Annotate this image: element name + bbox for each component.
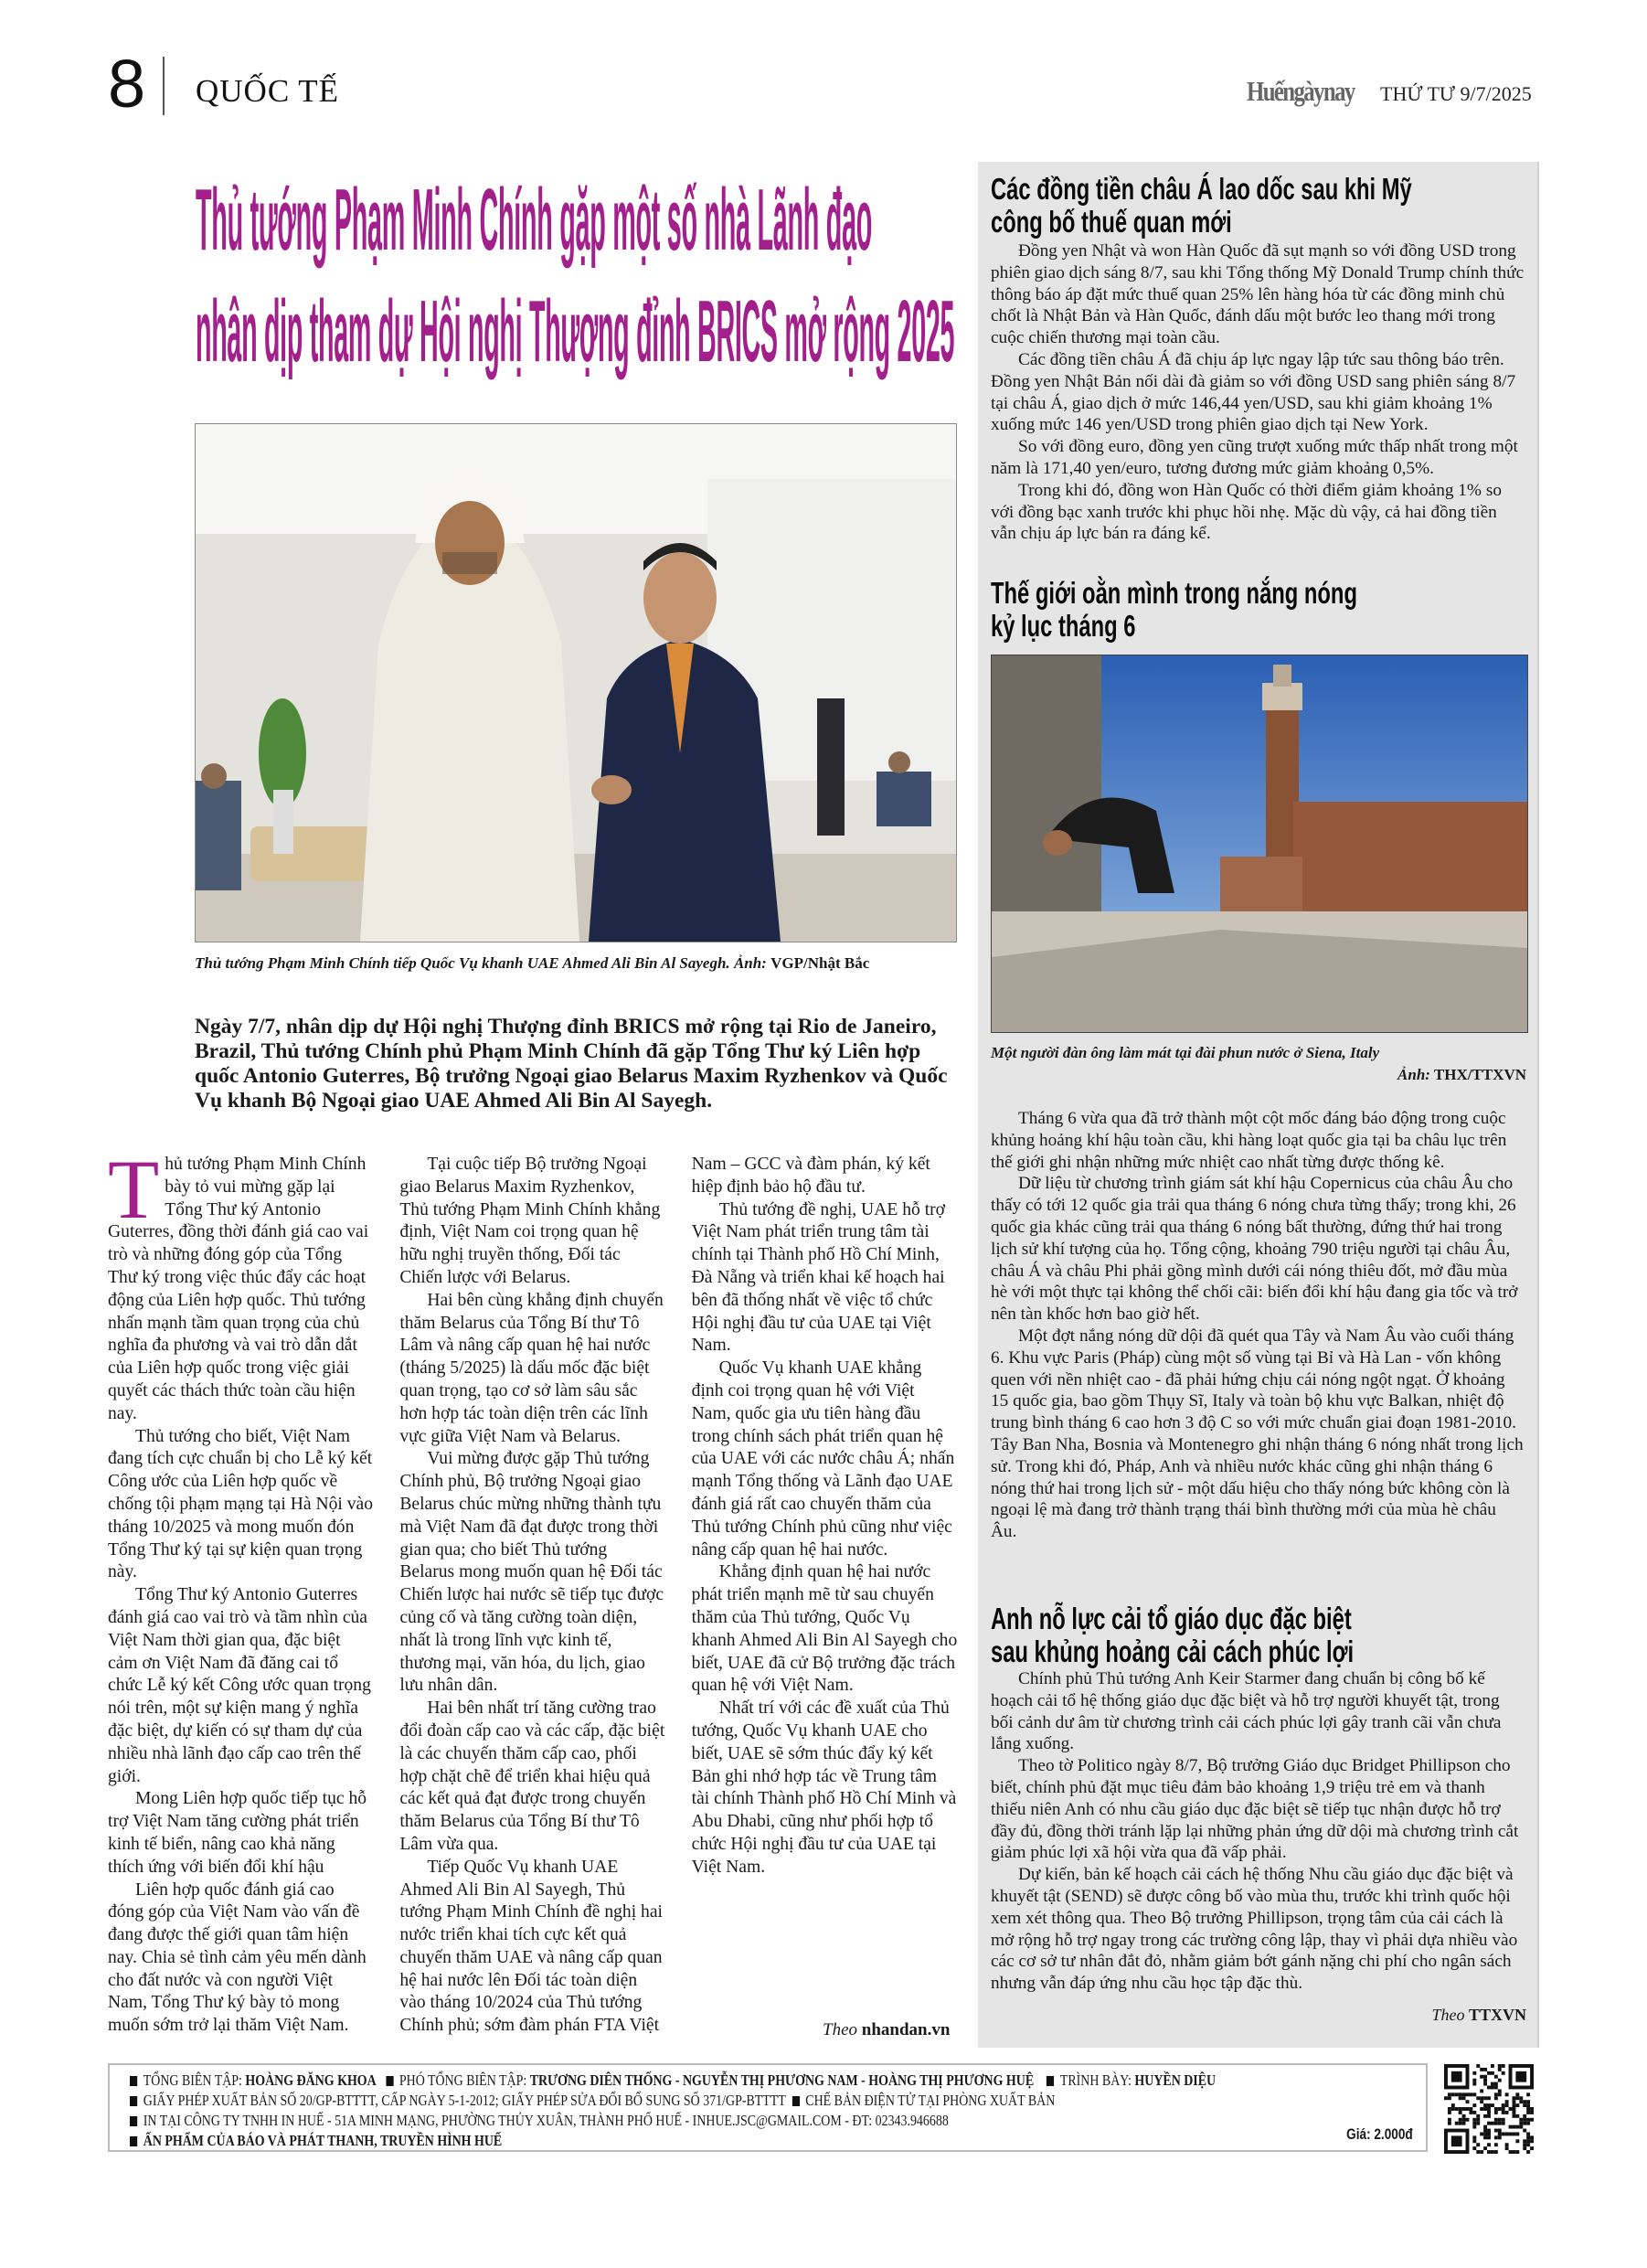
paragraph: Khẳng định quan hệ hai nước phát triển mạnh mẽ từ sau chuyến thăm của Thủ tướng, Quốc Vụ khanh Ahmed Ali Bin Al Sayegh cho biết, UAE đã cử Bộ trưởng đặc trách quan hệ với Việt Nam. [691, 1562, 958, 1696]
paragraph: Tổng Thư ký Antonio Guterres đánh giá cao vai trò và tầm nhìn của Việt Nam thời gian qua, đặc biệt cảm ơn Việt Nam đã đăng cai tổ chức Lễ ký kết Công ước quan trọng nói trên, một sự kiện mang ý nghĩa đặc biệt, dự kiến có sự tham dự của nhiều nhà lãnh đạo cấp cao trên thế giới. [108, 1585, 371, 1786]
heatwave-photo-credit [1397, 1066, 1526, 1084]
headline-line: công bố thuế quan mới [991, 205, 1232, 239]
paragraph: Nhất trí với các đề xuất của Thủ tướng, Quốc Vụ khanh UAE cho biết, UAE sẽ sớm thúc đẩy ký kết Bản ghi nhớ hợp tác về Trung tâm tài chính Thành phố Hồ Chí Minh và Abu Dhabi, cũng như phối hợp tổ chức Hội nghị đầu tư của UAE tại Việt Nam. [691, 1698, 957, 1877]
credit-name: THX/TTXVN [1433, 1066, 1526, 1083]
paragraph: Thủ tướng cho biết, Việt Nam đang tích cực chuẩn bị cho Lễ ký kết Công ước của Liên hợp quốc về chống tội phạm mạng tại Hà Nội vào tháng 10/2025 và mong muốn đón Tổng Thư ký tại sự kiện quan trọng này. [108, 1426, 374, 1582]
article-lead: Ngày 7/7, nhân dịp dự Hội nghị Thượng đỉnh BRICS mở rộng tại Rio de Janeiro, Brazil, Thủ tướng Chính phủ Phạm Minh Chính đã gặp Tổng Thư ký Liên hợp quốc Antonio Guterres, Bộ trưởng Ngoại giao Belarus Maxim Ryzhenkov và Quốc Vụ khanh Bộ Ngoại giao UAE Ahmed Ali Bin Al Sayegh. [195, 1015, 948, 1113]
paragraph: Một đợt nắng nóng dữ dội đã quét qua Tây và Nam Âu vào cuối tháng 6. Khu vực Paris (Pháp) cùng một số vùng tại Bỉ và Hà Lan - vốn không quen với nền nhiệt cao - đã phải hứng chịu cái nóng ngột ngạt. Ở khoảng 15 quốc gia, bao gồm Thụy Sĩ, Italy và toàn bộ khu vực Balkan, nhiệt độ trung bình tháng 6 cao hơn 3 độ C so với mức chuẩn giai đoạn 1981-2010. Tây Ban Nha, Bosnia và Montenegro ghi nhận tháng 6 nóng nhất trong lịch sử. Trong khi đó, Pháp, Anh và nhiều nước khác cũng ghi nhận tháng 6 nóng thứ hai trong lịch sử - một dấu hiệu cho thấy nóng bức không còn là ngoại lệ mà đang trở thành trạng thái bình thường mới của mùa hè châu Âu. [991, 1326, 1524, 1542]
brief-headline [991, 577, 1357, 643]
footer-typesetting: CHẾ BẢN ĐIỆN TỬ TẠI PHÒNG XUẤT BẢN [805, 2092, 1056, 2109]
paragraph: Trong khi đó, đồng won Hàn Quốc có thời điểm giảm khoảng 1% so với đồng bạc xanh trước khi phục hồi nhẹ. Mặc dù vậy, cả hai đồng tiền vẫn chịu áp lực bán ra đáng kể. [991, 480, 1502, 544]
source-prefix: Theo [1431, 2006, 1465, 2024]
footer-staff-line [130, 2071, 1216, 2091]
article-source [823, 2020, 950, 2040]
heatwave-photo-caption: Một người đàn ông làm mát tại đài phun nước ở Siena, Italy [991, 1044, 1380, 1061]
paragraph: Dữ liệu từ chương trình giám sát khí hậu Copernicus của châu Âu cho thấy có tới 12 quốc gia trải qua tháng 6 nóng chưa từng thấy; trong khi, 26 quốc gia khác cũng trải qua tháng 6 nóng bất thường, đứng thứ hai trong lịch sử khí tượng của họ. Tổng cộng, khoảng 790 triệu người tại châu Âu, châu Á và châu Phi phải gồng mình dưới cái nóng thiêu đốt, mở đầu mùa hè với một thực tại không thể chối cãi: biến đổi khí hậu đang gia tốc và trở nên tàn khốc hơn bao giờ hết. [991, 1174, 1518, 1325]
caption-credit: VGP/Nhật Bắc [770, 954, 870, 972]
caption-text: Thủ tướng Phạm Minh Chính tiếp Quốc Vụ khanh UAE Ahmed Ali Bin Al Sayegh. [195, 954, 730, 972]
main-photo [195, 423, 957, 942]
news-brief-sidebar [978, 162, 1539, 2048]
paragraph: Vui mừng được gặp Thủ tướng Chính phủ, Bộ trưởng Ngoại giao Belarus chúc mừng những thành tựu mà Việt Nam đã đạt được trong thời gian qua; cho biết Thủ tướng Belarus mong muốn quan hệ Đối tác Chiến lược hai nước sẽ tiếp tục được củng cố và tăng cường toàn diện, nhất là trong lĩnh vực kinh tế, thương mại, văn hóa, du lịch, giao lưu nhân dân. [399, 1449, 664, 1696]
paragraph: Chính phủ Thủ tướng Anh Keir Starmer đang chuẩn bị công bố kế hoạch cải tổ hệ thống giáo dục đặc biệt và hỗ trợ người khuyết tật, trong bối cảnh dư âm từ chương trình cải cách phúc lợi gây tranh cãi vẫn chưa lắng xuống. [991, 1669, 1502, 1754]
footer-label: TRÌNH BÀY: [1059, 2071, 1132, 2089]
section-title: QUỐC TẾ [196, 73, 340, 109]
headline-line: kỷ lục tháng 6 [991, 609, 1136, 643]
headline-line: Thế giới oằn mình trong nắng nóng [991, 576, 1357, 610]
photo-siena-illustration [992, 655, 1527, 1032]
paragraph: Dự kiến, bản kế hoạch cải cách hệ thống Nhu cầu giáo dục đặc biệt và khuyết tật (SEND) sẽ được công bố vào mùa thu, trước khi trình quốc hội xem xét thông qua. Theo Bộ trưởng Phillipson, trọng tâm của cải cách là mở rộng hỗ trợ ngay trong các trường công lập, thay vì phải dựa nhiều vào các cơ sở tư nhân đắt đỏ, nhằm giảm bớt gánh nặng chi phí cho ngân sách nhưng vẫn đáp ứng nhu cầu học tập đặc thù. [991, 1865, 1518, 1994]
paragraph: So với đồng euro, đồng yen cũng trượt xuống mức thấp nhất trong một năm là 171,40 yen/euro, tương đương mức giảm khoảng 0,5%. [991, 437, 1518, 478]
footer-value: HOÀNG ĐĂNG KHOA [245, 2071, 377, 2089]
credit-label: Ảnh: [1397, 1066, 1430, 1083]
footer-label: TỔNG BIÊN TẬP: [143, 2071, 242, 2089]
paragraph [108, 1143, 374, 1426]
brief-body [991, 1668, 1525, 1995]
main-article-body [108, 1143, 958, 2050]
photo-meeting-illustration [196, 424, 956, 942]
masthead-footer [108, 2063, 1428, 2152]
drop-cap: T [108, 1143, 160, 1236]
footer-license: GIẤY PHÉP XUẤT BẢN SỐ 20/GP-BTTTT, CẤP NGÀY 5-1-2012; GIẤY PHÉP SỬA ĐỔI BỔ SUNG SỐ 371/GP-BTTTT [143, 2092, 786, 2109]
headline-line: Các đồng tiền châu Á lao dốc sau khi Mỹ [991, 172, 1412, 206]
brief-headline [991, 173, 1412, 239]
headline-line: sau khủng hoảng cải cách phúc lợi [991, 1634, 1355, 1668]
footer-value: HUYỀN DIỆU [1134, 2071, 1217, 2089]
footer-license-line [130, 2091, 1055, 2111]
main-headline [196, 165, 963, 388]
paragraph: Các đồng tiền châu Á đã chịu áp lực ngay lập tức sau thông báo trên. Đồng yen Nhật Bản nối dài đà giảm so với đồng USD sang phiên sáng 8/7 tại châu Á, giao dịch ở mức 146,44 yen/USD, sau khi giảm khoảng 1% xuống mức 146 yen/USD trong phiên giao dịch tại New York. [991, 349, 1516, 435]
headline-line: Thủ tướng Phạm Minh Chính gặp một số nhà Lãnh đạo [196, 171, 873, 269]
paragraph: Hai bên nhất trí tăng cường trao đổi đoàn cấp cao và các cấp, đặc biệt là các chuyến thăm cấp cao, phối hợp chặt chẽ để triển khai hiệu quả các kết quả đạt được trong chuyến thăm Belarus của Tổng Bí thư Tô Lâm vừa qua. [399, 1698, 665, 1854]
headline-line: nhân dịp tham dự Hội nghị Thượng đỉnh BRICS mở rộng 2025 [196, 282, 955, 380]
paragraph: Thủ tướng đề nghị, UAE hỗ trợ Việt Nam phát triển trung tâm tài chính tại Thành phố Hồ Chí Minh, Đà Nẵng và triển khai kế hoạch hai bên đã thống nhất về việc tổ chức Hội nghị đầu tư của UAE tại Việt Nam. [691, 1199, 946, 1356]
headline-line: Anh nỗ lực cải tổ giáo dục đặc biệt [991, 1602, 1352, 1635]
issue-date: THỨ TƯ 9/7/2025 [1380, 82, 1532, 105]
paragraph: Hai bên cùng khẳng định chuyến thăm Belarus của Tổng Bí thư Tô Lâm và nâng cấp quan hệ hai nước (tháng 5/2025) là dấu mốc đặc biệt quan trọng, tạo cơ sở làm sâu sắc hơn hợp tác toàn diện trên các lĩnh vực giữa Việt Nam và Belarus. [399, 1290, 664, 1446]
brief-body [991, 240, 1525, 545]
source-name: nhandan.vn [861, 2020, 951, 2039]
footer-publisher: ẤN PHẨM CỦA BÁO VÀ PHÁT THANH, TRUYỀN HÌNH HUẾ [143, 2132, 503, 2149]
paragraph-text: hủ tướng Phạm Minh Chính bày tỏ vui mừng gặp lại Tổng Thư ký Antonio Guterres, đồng thời đánh giá cao vai trò và những đóng góp của Tổng Thư ký trong việc thúc đẩy các hoạt động của Liên hợp quốc. Thủ tướng nhấn mạnh tầm quan trọng của chủ nghĩa đa phương và vai trò dẫn dắt của Liên hợp quốc trong việc giải quyết các thách thức toàn cầu hiện nay. [108, 1155, 369, 1423]
footer-printer: IN TẠI CÔNG TY TNHH IN HUẾ - 51A MINH MẠNG, PHƯỜNG THỦY XUÂN, THÀNH PHỐ HUẾ - INHUE.JSC@GMAIL.COM - ĐT: 02343.946688 [143, 2112, 949, 2129]
paragraph: Quốc Vụ khanh UAE khẳng định coi trọng quan hệ với Việt Nam, quốc gia ưu tiên hàng đầu trong chính sách phát triển quan hệ của UAE với các nước châu Á; nhấn mạnh Tổng thống và Lãnh đạo UAE đánh giá rất cao chuyến thăm của Thủ tướng Chính phủ cũng như việc nâng cấp quan hệ hai nước. [691, 1358, 955, 1560]
paragraph: Tại cuộc tiếp Bộ trưởng Ngoại giao Belarus Maxim Ryzhenkov, Thủ tướng Phạm Minh Chính khẳng định, Việt Nam coi trọng quan hệ hữu nghị truyền thống, Đối tác Chiến lược với Belarus. [399, 1155, 661, 1287]
paragraph: Tiếp Quốc Vụ khanh UAE Ahmed Ali Bin Al Sayegh, Thủ tướng Phạm Minh Chính đề nghị hai nước triển khai tích cực kết quả chuyến thăm UAE và nâng cấp quan hệ hai nước lên Đối tác toàn diện vào tháng 10/2024 của Thủ tướng Chính phủ; sớm đàm phán FTA Việt Nam – GCC và đàm phán, ký kết hiệp định bảo hộ đầu tư. [399, 1155, 930, 2036]
header-divider [163, 57, 165, 115]
footer-printer-line [130, 2111, 949, 2131]
footer-value: TRƯƠNG DIÊN THỐNG - NGUYỄN THỊ PHƯƠNG NAM - HOÀNG THỊ PHƯƠNG HUỆ [529, 2071, 1035, 2089]
brief-headline [991, 1603, 1354, 1668]
paragraph: Mong Liên hợp quốc tiếp tục hỗ trợ Việt Nam tăng cường phát triển kinh tế biển, nâng cao khả năng thích ứng với biến đổi khí hậu [108, 1789, 367, 1877]
source-prefix: Theo [823, 2020, 857, 2039]
paragraph: Liên hợp quốc đánh giá cao đóng góp của Việt Nam vào vấn đề đang được thế giới quan tâm hiện nay. Chia sẻ tình cảm yêu mến dành cho đất nước và con người Việt Nam, Tổng Thư ký bày tỏ mong muốn sớm trở lại thăm Việt Nam. [108, 1879, 367, 2036]
footer-publisher-line [130, 2131, 502, 2151]
main-photo-caption [195, 954, 962, 973]
source-name: TTXVN [1468, 2006, 1526, 2024]
page-number: 8 [108, 46, 146, 122]
newspaper-logo: Huếngàynay [1247, 75, 1355, 107]
heatwave-photo [991, 655, 1528, 1033]
footer-label: PHÓ TỔNG BIÊN TẬP: [398, 2071, 527, 2089]
paragraph: Đồng yen Nhật và won Hàn Quốc đã sụt mạnh so với đồng USD trong phiên giao dịch sáng 8/7, sau khi Tổng thống Mỹ Donald Trump chính thức thông báo áp đặt mức thuế quan 25% lên hàng hóa từ các đồng minh chủ chốt là Nhật Bản và Hàn Quốc, đánh dấu một bước leo thang mới trong cuộc chiến thương mại toàn cầu. [991, 241, 1525, 348]
paragraph: Theo tờ Politico ngày 8/7, Bộ trưởng Giáo dục Bridget Phillipson cho biết, chính phủ đặt mục tiêu đảm bảo khoảng 1,9 triệu trẻ em và thanh thiếu niên Anh có nhu cầu giáo dục đặc biệt sẽ tiếp tục nhận được hỗ trợ đầy đủ, đồng thời tránh lặp lại những phản ứng dữ dội mà chương trình cắt giảm phúc lợi xã hội vừa qua đã vấp phải. [991, 1756, 1519, 1863]
qr-code[interactable] [1444, 2064, 1534, 2154]
caption-credit-label: Ảnh: [733, 954, 767, 972]
price-label: Giá: 2.000đ [1346, 2125, 1413, 2143]
brief-source [1431, 2006, 1526, 2025]
brief-body [991, 1108, 1525, 1543]
paragraph: Tháng 6 vừa qua đã trở thành một cột mốc đáng báo động trong cuộc khủng hoảng khí hậu toàn cầu, khi hàng loạt quốc gia tại ba châu lục trên thế giới ghi nhận những mức nhiệt cao nhất từng được thống kê. [991, 1109, 1507, 1172]
